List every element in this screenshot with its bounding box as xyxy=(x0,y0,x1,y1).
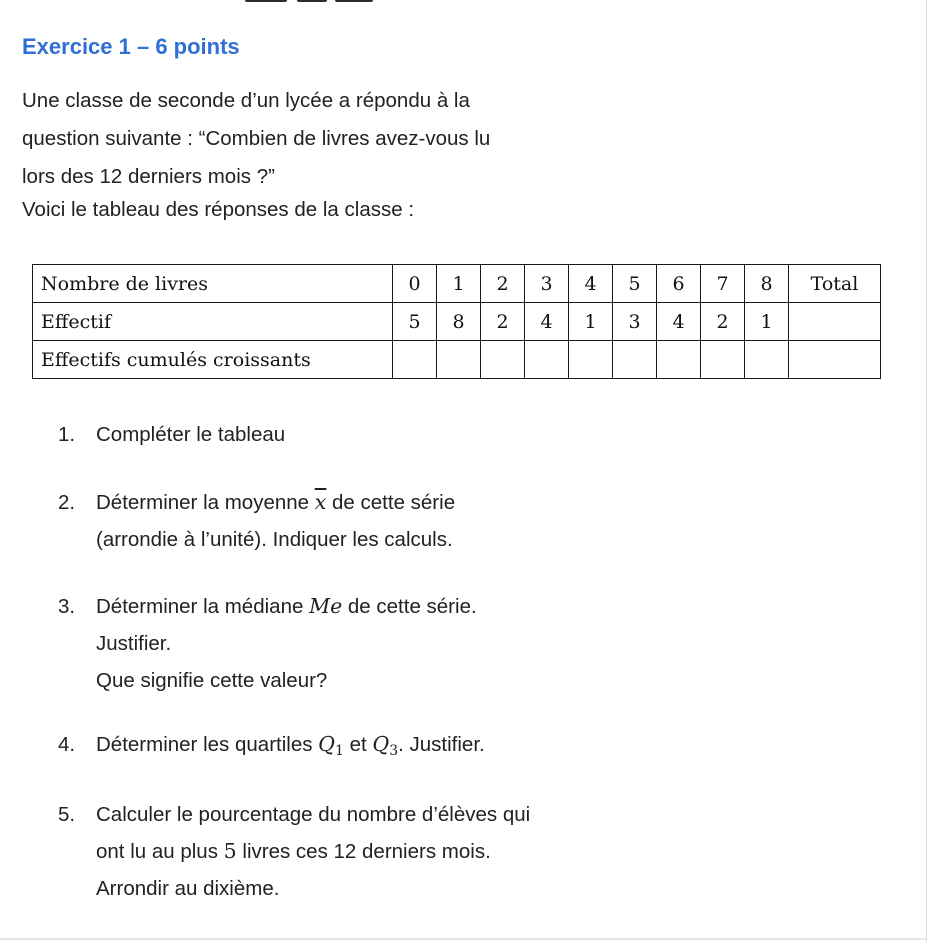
question-item xyxy=(58,588,477,699)
table-cell-empty xyxy=(657,341,701,379)
table-cell: 3 xyxy=(613,303,657,341)
table-lead-text: Voici le tableau des réponses de la classe : xyxy=(22,198,415,221)
table-row-books xyxy=(33,265,881,303)
table-cell: 5 xyxy=(393,303,437,341)
question-text: et xyxy=(343,733,373,756)
intro-line: question suivante : “Combien de livres avez-vous lu xyxy=(22,127,491,150)
page-edge-divider xyxy=(926,0,927,941)
table-cell: 5 xyxy=(613,265,657,303)
table-cell: 1 xyxy=(569,303,613,341)
question-text: de cette série. xyxy=(342,595,477,618)
table-row-effectif xyxy=(33,303,881,341)
table-cell-empty xyxy=(789,341,881,379)
question-line: (arrondie à l’unité). Indiquer les calculs. xyxy=(96,528,453,551)
intro-line: lors des 12 derniers mois ?” xyxy=(22,165,275,188)
bottom-divider xyxy=(0,938,926,940)
table-cell: 1 xyxy=(745,303,789,341)
quartile-q3-symbol xyxy=(372,732,399,759)
row-label: Nombre de livres xyxy=(33,265,393,303)
question-text: ont lu au plus xyxy=(96,840,224,863)
question-line: Que signifie cette valeur? xyxy=(96,669,328,692)
table-cell-empty xyxy=(745,341,789,379)
question-item xyxy=(58,796,530,907)
row-label: Effectif xyxy=(33,303,393,341)
question-line xyxy=(58,726,485,770)
question-number: 1. xyxy=(58,423,76,446)
median-symbol: Me xyxy=(309,594,343,618)
question-text: . Justifier. xyxy=(398,733,485,756)
table-cell: 2 xyxy=(481,303,525,341)
question-line: Arrondir au dixième. xyxy=(96,877,280,900)
table-cell: 4 xyxy=(569,265,613,303)
table-cell-empty xyxy=(481,341,525,379)
question-text: Déterminer la moyenne xyxy=(96,491,315,514)
table-cell: 4 xyxy=(657,303,701,341)
table-cell: 2 xyxy=(481,265,525,303)
table-cell: 3 xyxy=(525,265,569,303)
question-text: Déterminer les quartiles xyxy=(96,733,319,756)
table-row-cumulative xyxy=(33,341,881,379)
question-number: 5. xyxy=(58,803,76,826)
intro-line: Une classe de seconde d’un lycée a répondu à la xyxy=(22,89,470,112)
table-cell-empty xyxy=(613,341,657,379)
question-text: Compléter le tableau xyxy=(96,423,286,446)
table-cell-empty xyxy=(789,303,881,341)
question-line: Justifier. xyxy=(96,632,172,655)
table-cell: 6 xyxy=(657,265,701,303)
quartile-q1-symbol xyxy=(318,732,344,759)
question-line xyxy=(58,484,455,521)
question-number: 3. xyxy=(58,595,76,618)
row-label: Effectifs cumulés croissants xyxy=(33,341,393,379)
table-cell-empty xyxy=(525,341,569,379)
question-text: de cette série xyxy=(326,491,456,514)
exercise-intro xyxy=(22,82,622,196)
question-text: livres ces 12 derniers mois. xyxy=(236,840,491,863)
table-cell: 7 xyxy=(701,265,745,303)
top-cropped-heading-fragment xyxy=(245,0,395,8)
table-cell: 4 xyxy=(525,303,569,341)
mean-symbol: $\overline{x}$ xyxy=(314,490,327,514)
question-line xyxy=(58,416,285,453)
question-line xyxy=(58,833,530,870)
table-cell: 2 xyxy=(701,303,745,341)
question-line xyxy=(58,588,477,625)
question-number: 2. xyxy=(58,491,76,514)
question-item xyxy=(58,484,455,558)
table-cell-empty xyxy=(437,341,481,379)
table-cell-empty xyxy=(393,341,437,379)
max-books-value: 5 xyxy=(223,839,237,863)
question-line xyxy=(58,796,530,833)
quartile-letter: Q xyxy=(318,732,335,756)
table-cell-empty xyxy=(701,341,745,379)
question-item xyxy=(58,726,485,770)
table-cell-empty xyxy=(569,341,613,379)
quartile-index: 1 xyxy=(334,743,344,759)
table-cell: 8 xyxy=(437,303,481,341)
question-text: Déterminer la médiane xyxy=(96,595,310,618)
table-cell: 0 xyxy=(393,265,437,303)
exercise-title: Exercice 1 – 6 points xyxy=(22,34,240,59)
question-text: Calculer le pourcentage du nombre d’élèves qui xyxy=(96,803,531,826)
quartile-letter: Q xyxy=(372,732,390,756)
table-cell-total-header: Total xyxy=(789,265,881,303)
table-cell: 1 xyxy=(437,265,481,303)
table-cell: 8 xyxy=(745,265,789,303)
responses-table xyxy=(32,264,881,379)
quartile-index: 3 xyxy=(389,743,399,759)
question-item xyxy=(58,416,285,453)
question-number: 4. xyxy=(58,733,76,756)
